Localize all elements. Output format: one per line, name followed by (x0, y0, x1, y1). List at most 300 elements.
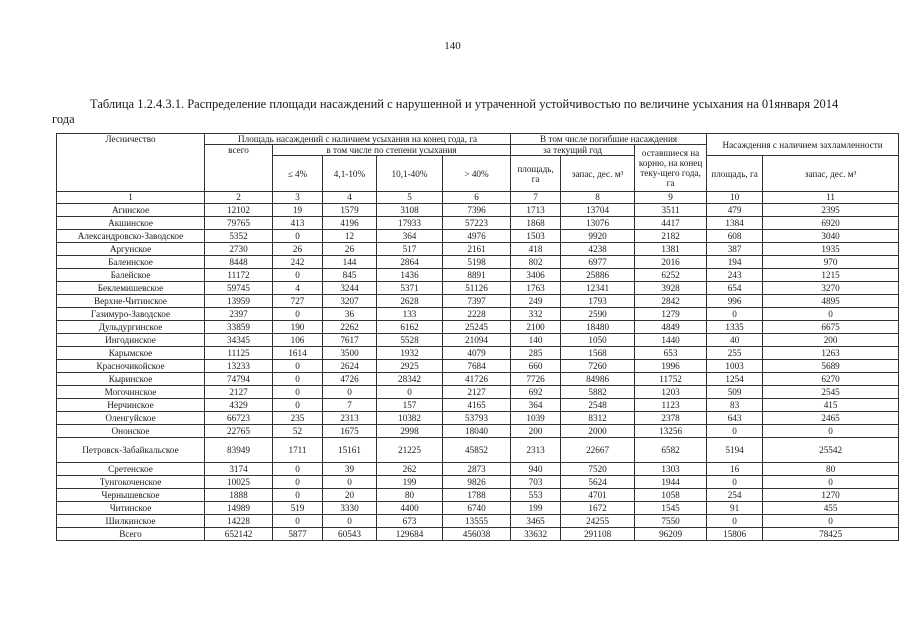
table-row (57, 502, 899, 515)
forestry-name-cell: Верхне-Читинское (57, 295, 205, 308)
value-cell: 21094 (443, 334, 511, 347)
value-cell: 33632 (511, 528, 561, 541)
value-cell: 4 (273, 282, 323, 295)
value-cell: 1614 (273, 347, 323, 360)
value-cell: 456038 (443, 528, 511, 541)
value-cell: 3174 (205, 463, 273, 476)
value-cell: 4079 (443, 347, 511, 360)
value-cell: 5352 (205, 230, 273, 243)
value-cell: 1888 (205, 489, 273, 502)
value-cell: 415 (763, 399, 899, 412)
value-cell: 3465 (511, 515, 561, 528)
value-cell: 1935 (763, 243, 899, 256)
value-cell: 7396 (443, 204, 511, 217)
value-cell: 18040 (443, 425, 511, 438)
value-cell: 262 (377, 463, 443, 476)
value-cell: 5877 (273, 528, 323, 541)
value-cell: 4329 (205, 399, 273, 412)
value-cell: 364 (511, 399, 561, 412)
header-remaining: оставшиеся на корню, на конец теку-щего года, га (635, 145, 707, 192)
value-cell: 2548 (561, 399, 635, 412)
value-cell: 6582 (635, 438, 707, 463)
header-degree-1: ≤ 4% (273, 156, 323, 192)
value-cell: 1335 (707, 321, 763, 334)
value-cell: 1579 (323, 204, 377, 217)
value-cell: 8312 (561, 412, 635, 425)
value-cell: 1568 (561, 347, 635, 360)
value-cell: 13959 (205, 295, 273, 308)
value-cell: 13233 (205, 360, 273, 373)
value-cell: 14989 (205, 502, 273, 515)
table-row (57, 308, 899, 321)
value-cell: 199 (377, 476, 443, 489)
value-cell: 2378 (635, 412, 707, 425)
value-cell: 7520 (561, 463, 635, 476)
value-cell: 7726 (511, 373, 561, 386)
value-cell: 4417 (635, 217, 707, 230)
table-row (57, 528, 899, 541)
value-cell: 1996 (635, 360, 707, 373)
value-cell: 255 (707, 347, 763, 360)
value-cell: 0 (763, 425, 899, 438)
value-cell: 7550 (635, 515, 707, 528)
value-cell: 78425 (763, 528, 899, 541)
value-cell: 16 (707, 463, 763, 476)
value-cell: 2624 (323, 360, 377, 373)
value-cell: 2262 (323, 321, 377, 334)
value-cell: 80 (763, 463, 899, 476)
column-number-row (57, 192, 899, 204)
value-cell: 2998 (377, 425, 443, 438)
value-cell: 249 (511, 295, 561, 308)
forestry-name-cell: Чернышевское (57, 489, 205, 502)
value-cell: 0 (273, 515, 323, 528)
value-cell: 0 (763, 308, 899, 321)
value-cell: 2228 (443, 308, 511, 321)
value-cell: 692 (511, 386, 561, 399)
value-cell: 940 (511, 463, 561, 476)
value-cell: 74794 (205, 373, 273, 386)
table-row (57, 269, 899, 282)
table-row (57, 399, 899, 412)
forestry-name-cell: Кыринское (57, 373, 205, 386)
value-cell: 727 (273, 295, 323, 308)
value-cell: 190 (273, 321, 323, 334)
value-cell: 3040 (763, 230, 899, 243)
value-cell: 8891 (443, 269, 511, 282)
value-cell: 4196 (323, 217, 377, 230)
value-cell: 11125 (205, 347, 273, 360)
forestry-name-cell: Сретенское (57, 463, 205, 476)
table-row (57, 476, 899, 489)
column-number: 2 (205, 192, 273, 204)
value-cell: 3511 (635, 204, 707, 217)
value-cell: 2873 (443, 463, 511, 476)
value-cell: 2545 (763, 386, 899, 399)
value-cell: 703 (511, 476, 561, 489)
column-number: 1 (57, 192, 205, 204)
header-by-degree: в том числе по степени усыхания (273, 145, 511, 156)
value-cell: 83 (707, 399, 763, 412)
table-row (57, 360, 899, 373)
value-cell: 6252 (635, 269, 707, 282)
forestry-name-cell: Аргунское (57, 243, 205, 256)
value-cell: 144 (323, 256, 377, 269)
value-cell: 660 (511, 360, 561, 373)
value-cell: 26 (323, 243, 377, 256)
table-row (57, 334, 899, 347)
table-caption: Таблица 1.2.4.3.1. Распределение площади насаждений с нарушенной и утраченной устойчивостью по величине усыхания на 01января 2014 года (52, 97, 839, 126)
value-cell: 0 (323, 476, 377, 489)
table-row (57, 321, 899, 334)
value-cell: 6270 (763, 373, 899, 386)
value-cell: 1711 (273, 438, 323, 463)
header-degree-4: > 40% (443, 156, 511, 192)
value-cell: 17933 (377, 217, 443, 230)
value-cell: 1254 (707, 373, 763, 386)
value-cell: 2628 (377, 295, 443, 308)
forestry-name-cell: Всего (57, 528, 205, 541)
value-cell: 5882 (561, 386, 635, 399)
value-cell: 3108 (377, 204, 443, 217)
value-cell: 52 (273, 425, 323, 438)
forestry-name-cell: Петровск-Забайкальское (57, 438, 205, 463)
value-cell: 15806 (707, 528, 763, 541)
value-cell: 2395 (763, 204, 899, 217)
value-cell: 0 (323, 515, 377, 528)
value-cell: 4701 (561, 489, 635, 502)
value-cell: 0 (273, 269, 323, 282)
column-number: 4 (323, 192, 377, 204)
value-cell: 1303 (635, 463, 707, 476)
value-cell: 2590 (561, 308, 635, 321)
value-cell: 1440 (635, 334, 707, 347)
table-row (57, 204, 899, 217)
value-cell: 364 (377, 230, 443, 243)
column-number: 3 (273, 192, 323, 204)
value-cell: 4165 (443, 399, 511, 412)
value-cell: 2127 (205, 386, 273, 399)
value-cell: 2100 (511, 321, 561, 334)
column-number: 6 (443, 192, 511, 204)
forestry-name-cell: Дульдургинское (57, 321, 205, 334)
value-cell: 2864 (377, 256, 443, 269)
value-cell: 13256 (635, 425, 707, 438)
table-row (57, 489, 899, 502)
value-cell: 285 (511, 347, 561, 360)
table-row (57, 438, 899, 463)
value-cell: 1384 (707, 217, 763, 230)
forestry-name-cell: Александровско-Заводское (57, 230, 205, 243)
value-cell: 455 (763, 502, 899, 515)
value-cell: 0 (273, 399, 323, 412)
forestry-name-cell: Ингодинское (57, 334, 205, 347)
value-cell: 1123 (635, 399, 707, 412)
value-cell: 0 (377, 386, 443, 399)
column-number: 5 (377, 192, 443, 204)
table-row (57, 282, 899, 295)
value-cell: 0 (273, 463, 323, 476)
value-cell: 60543 (323, 528, 377, 541)
value-cell: 0 (707, 425, 763, 438)
value-cell: 0 (707, 515, 763, 528)
value-cell: 13704 (561, 204, 635, 217)
value-cell: 0 (273, 230, 323, 243)
page-number: 140 (444, 40, 461, 52)
forestry-name-cell: Красночикойское (57, 360, 205, 373)
value-cell: 133 (377, 308, 443, 321)
header-total: всего (205, 145, 273, 192)
value-cell: 19 (273, 204, 323, 217)
forestry-name-cell: Нерчинское (57, 399, 205, 412)
value-cell: 6920 (763, 217, 899, 230)
value-cell: 106 (273, 334, 323, 347)
value-cell: 509 (707, 386, 763, 399)
value-cell: 654 (707, 282, 763, 295)
value-cell: 0 (763, 476, 899, 489)
value-cell: 22667 (561, 438, 635, 463)
value-cell: 3928 (635, 282, 707, 295)
value-cell: 254 (707, 489, 763, 502)
column-number: 10 (707, 192, 763, 204)
column-number: 9 (635, 192, 707, 204)
value-cell: 1763 (511, 282, 561, 295)
value-cell: 28342 (377, 373, 443, 386)
value-cell: 653 (635, 347, 707, 360)
value-cell: 1203 (635, 386, 707, 399)
table-row (57, 243, 899, 256)
value-cell: 24255 (561, 515, 635, 528)
forestry-name-cell: Шилкинское (57, 515, 205, 528)
value-cell: 0 (323, 386, 377, 399)
value-cell: 199 (511, 502, 561, 515)
column-number: 7 (511, 192, 561, 204)
forestry-name-cell: Агинское (57, 204, 205, 217)
table-row (57, 515, 899, 528)
value-cell: 1058 (635, 489, 707, 502)
value-cell: 12102 (205, 204, 273, 217)
table-row (57, 256, 899, 269)
value-cell: 2161 (443, 243, 511, 256)
header-drying-group: Площадь насаждений с наличием усыхания на конец года, га (205, 134, 511, 145)
value-cell: 2925 (377, 360, 443, 373)
value-cell: 802 (511, 256, 561, 269)
value-cell: 418 (511, 243, 561, 256)
value-cell: 2000 (561, 425, 635, 438)
value-cell: 11752 (635, 373, 707, 386)
value-cell: 845 (323, 269, 377, 282)
table-row (57, 412, 899, 425)
value-cell: 39 (323, 463, 377, 476)
value-cell: 9826 (443, 476, 511, 489)
value-cell: 0 (707, 308, 763, 321)
value-cell: 84986 (561, 373, 635, 386)
value-cell: 25245 (443, 321, 511, 334)
value-cell: 1436 (377, 269, 443, 282)
value-cell: 1675 (323, 425, 377, 438)
value-cell: 10025 (205, 476, 273, 489)
value-cell: 83949 (205, 438, 273, 463)
value-cell: 140 (511, 334, 561, 347)
value-cell: 1215 (763, 269, 899, 282)
table-row (57, 347, 899, 360)
value-cell: 2842 (635, 295, 707, 308)
table-body (57, 204, 899, 541)
value-cell: 4726 (323, 373, 377, 386)
value-cell: 3406 (511, 269, 561, 282)
value-cell: 1039 (511, 412, 561, 425)
table-row (57, 217, 899, 230)
value-cell: 242 (273, 256, 323, 269)
value-cell: 0 (273, 489, 323, 502)
value-cell: 40 (707, 334, 763, 347)
value-cell: 243 (707, 269, 763, 282)
value-cell: 2313 (511, 438, 561, 463)
table-row (57, 425, 899, 438)
value-cell: 2016 (635, 256, 707, 269)
value-cell: 643 (707, 412, 763, 425)
value-cell: 0 (273, 386, 323, 399)
value-cell: 12 (323, 230, 377, 243)
forestry-name-cell: Беклемишевское (57, 282, 205, 295)
value-cell: 673 (377, 515, 443, 528)
table-row (57, 463, 899, 476)
value-cell: 5624 (561, 476, 635, 489)
value-cell: 18480 (561, 321, 635, 334)
value-cell: 7260 (561, 360, 635, 373)
value-cell: 33859 (205, 321, 273, 334)
value-cell: 608 (707, 230, 763, 243)
header-clutter-group: Насаждения с наличием захламленности (707, 134, 899, 156)
value-cell: 235 (273, 412, 323, 425)
value-cell: 200 (763, 334, 899, 347)
value-cell: 291108 (561, 528, 635, 541)
value-cell: 479 (707, 204, 763, 217)
forestry-name-cell: Читинское (57, 502, 205, 515)
header-current-year: за текущий год (511, 145, 635, 156)
value-cell: 1793 (561, 295, 635, 308)
value-cell: 1672 (561, 502, 635, 515)
value-cell: 5689 (763, 360, 899, 373)
value-cell: 9920 (561, 230, 635, 243)
value-cell: 3207 (323, 295, 377, 308)
value-cell: 12341 (561, 282, 635, 295)
value-cell: 2313 (323, 412, 377, 425)
value-cell: 387 (707, 243, 763, 256)
value-cell: 0 (273, 308, 323, 321)
value-cell: 45852 (443, 438, 511, 463)
header-dead-group: В том числе погибшие насаждения (511, 134, 707, 145)
value-cell: 8448 (205, 256, 273, 269)
value-cell: 517 (377, 243, 443, 256)
value-cell: 7397 (443, 295, 511, 308)
value-cell: 34345 (205, 334, 273, 347)
table-row (57, 230, 899, 243)
column-number: 8 (561, 192, 635, 204)
value-cell: 4976 (443, 230, 511, 243)
value-cell: 41726 (443, 373, 511, 386)
value-cell: 4849 (635, 321, 707, 334)
value-cell: 53793 (443, 412, 511, 425)
value-cell: 1381 (635, 243, 707, 256)
value-cell: 96209 (635, 528, 707, 541)
value-cell: 1788 (443, 489, 511, 502)
value-cell: 21225 (377, 438, 443, 463)
value-cell: 200 (511, 425, 561, 438)
header-forestry: Лесничество (57, 134, 205, 192)
forestry-name-cell: Ононское (57, 425, 205, 438)
value-cell: 13555 (443, 515, 511, 528)
value-cell: 194 (707, 256, 763, 269)
value-cell: 1713 (511, 204, 561, 217)
table-row (57, 295, 899, 308)
value-cell: 5198 (443, 256, 511, 269)
value-cell: 15161 (323, 438, 377, 463)
header-degree-2: 4,1-10% (323, 156, 377, 192)
value-cell: 1270 (763, 489, 899, 502)
value-cell: 6740 (443, 502, 511, 515)
forestry-name-cell: Тунгокоченское (57, 476, 205, 489)
value-cell: 1932 (377, 347, 443, 360)
value-cell: 1503 (511, 230, 561, 243)
value-cell: 51126 (443, 282, 511, 295)
value-cell: 6675 (763, 321, 899, 334)
value-cell: 66723 (205, 412, 273, 425)
forestry-name-cell: Балеинское (57, 256, 205, 269)
value-cell: 553 (511, 489, 561, 502)
value-cell: 59745 (205, 282, 273, 295)
forestry-name-cell: Могочинское (57, 386, 205, 399)
value-cell: 413 (273, 217, 323, 230)
value-cell: 25542 (763, 438, 899, 463)
forestry-name-cell: Карымское (57, 347, 205, 360)
value-cell: 3244 (323, 282, 377, 295)
value-cell: 6977 (561, 256, 635, 269)
value-cell: 7 (323, 399, 377, 412)
value-cell: 20 (323, 489, 377, 502)
value-cell: 7684 (443, 360, 511, 373)
value-cell: 57223 (443, 217, 511, 230)
value-cell: 2397 (205, 308, 273, 321)
value-cell: 14228 (205, 515, 273, 528)
value-cell: 5528 (377, 334, 443, 347)
value-cell: 11172 (205, 269, 273, 282)
value-cell: 10382 (377, 412, 443, 425)
value-cell: 2465 (763, 412, 899, 425)
table-row (57, 373, 899, 386)
value-cell: 3500 (323, 347, 377, 360)
value-cell: 1868 (511, 217, 561, 230)
value-cell: 2182 (635, 230, 707, 243)
value-cell: 0 (707, 476, 763, 489)
value-cell: 36 (323, 308, 377, 321)
value-cell: 996 (707, 295, 763, 308)
header-stock-clutter: запас, дес. м³ (763, 156, 899, 192)
value-cell: 2730 (205, 243, 273, 256)
header-stock: запас, дес. м³ (561, 156, 635, 192)
value-cell: 79765 (205, 217, 273, 230)
value-cell: 3270 (763, 282, 899, 295)
table-row (57, 386, 899, 399)
value-cell: 5194 (707, 438, 763, 463)
value-cell: 7617 (323, 334, 377, 347)
header-degree-3: 10,1-40% (377, 156, 443, 192)
value-cell: 157 (377, 399, 443, 412)
header-area-clutter: площадь, га (707, 156, 763, 192)
value-cell: 1944 (635, 476, 707, 489)
value-cell: 1050 (561, 334, 635, 347)
column-number: 11 (763, 192, 899, 204)
